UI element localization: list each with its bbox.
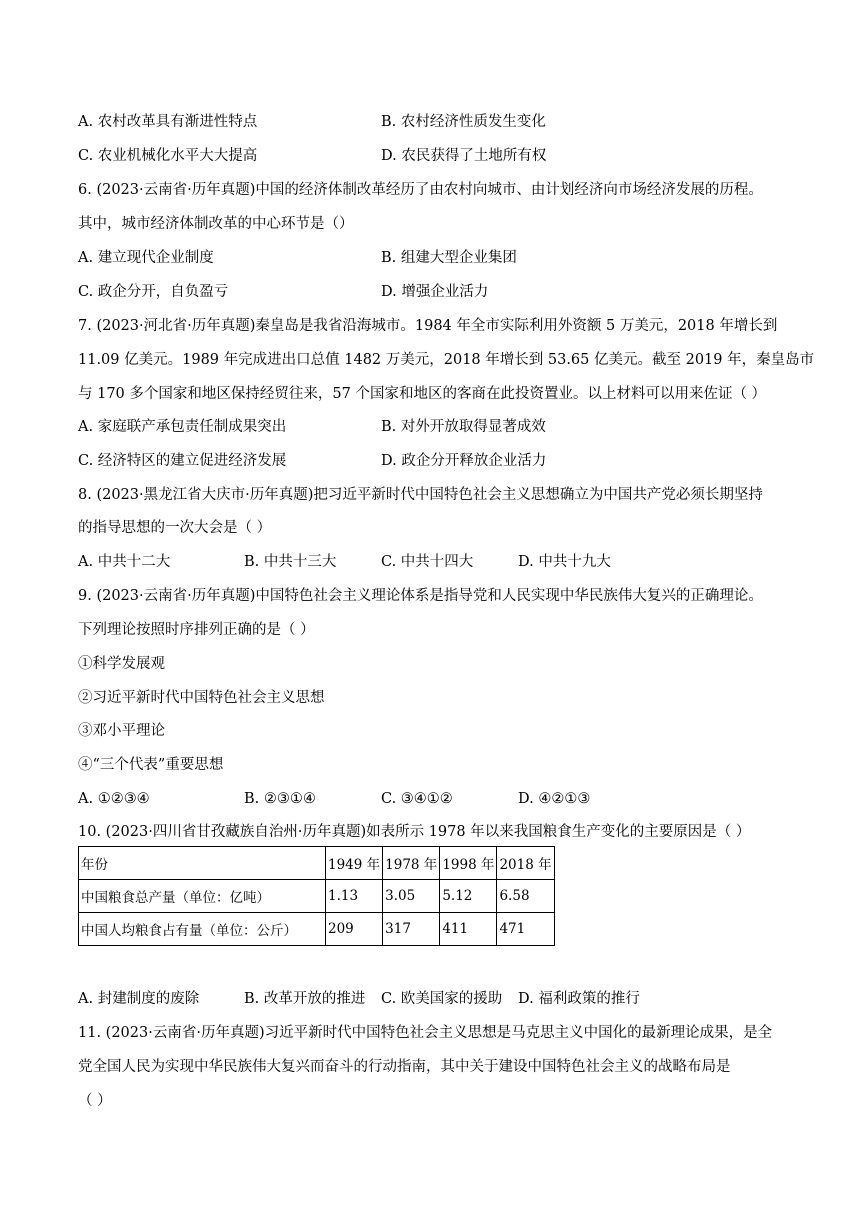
q5-option-a[interactable]: A. 农村改革具有渐进性特点 <box>78 114 258 130</box>
table-row <box>79 913 555 946</box>
table-cell: 5.12 <box>440 880 497 913</box>
q6-option-d[interactable]: D. 增强企业活力 <box>381 284 489 300</box>
q6-option-c[interactable]: C. 政企分开，自负盈亏 <box>78 284 229 300</box>
table-cell: 中国粮食总产量（单位：亿吨） <box>79 880 326 913</box>
table-cell: 6.58 <box>497 880 554 913</box>
q11-stem-line3: （ ） <box>78 1093 112 1109</box>
table-cell: 1.13 <box>326 880 383 913</box>
q8-stem-line2: 的指导思想的一次大会是（ ） <box>78 520 272 536</box>
q9-option-d[interactable]: D. ④②①③ <box>518 791 591 807</box>
q7-option-d[interactable]: D. 政企分开释放企业活力 <box>381 453 547 469</box>
q7-option-c[interactable]: C. 经济特区的建立促进经济发展 <box>78 453 287 469</box>
q9-stem-line2: 下列理论按照时序排列正确的是（ ） <box>78 622 315 638</box>
q10-option-b[interactable]: B. 改革开放的推进 <box>244 991 366 1007</box>
q7-stem-line3: 与 170 多个国家和地区保持经贸往来，57 个国家和地区的客商在此投资置业。以上材料可以用来佐证（ ） <box>78 386 767 402</box>
q9-option-c[interactable]: C. ③④①② <box>381 791 453 807</box>
grain-production-table <box>78 846 555 946</box>
q10-option-c[interactable]: C. 欧美国家的援助 <box>381 991 503 1007</box>
table-header-cell: 2018 年 <box>497 847 554 880</box>
q8-option-a[interactable]: A. 中共十二大 <box>78 554 171 570</box>
table-header-cell: 年份 <box>79 847 326 880</box>
q5-option-b[interactable]: B. 农村经济性质发生变化 <box>381 114 546 130</box>
table-header-cell: 1949 年 <box>326 847 383 880</box>
q5-option-d[interactable]: D. 农民获得了土地所有权 <box>381 148 547 164</box>
table-header-row <box>79 847 555 880</box>
q9-item-1: ①科学发展观 <box>78 656 165 672</box>
q10-option-d[interactable]: D. 福利政策的推行 <box>518 991 640 1007</box>
q8-stem-line1: 8. (2023·黑龙江省大庆市·历年真题)把习近平新时代中国特色社会主义思想确立为中国共产党必须长期坚持 <box>78 487 763 503</box>
table-cell: 3.05 <box>383 880 440 913</box>
q9-option-a[interactable]: A. ①②③④ <box>78 791 150 807</box>
q7-stem-line1: 7. (2023·河北省·历年真题)秦皇岛是我省沿海城市。1984 年全市实际利用外资额 5 万美元，2018 年增长到 <box>78 318 778 334</box>
q8-option-d[interactable]: D. 中共十九大 <box>518 554 611 570</box>
table-header-cell: 1978 年 <box>383 847 440 880</box>
q10-stem-line1: 10. (2023·四川省甘孜藏族自治州·历年真题)如表所示 1978 年以来我国粮食生产变化的主要原因是（ ） <box>78 824 751 840</box>
q8-option-c[interactable]: C. 中共十四大 <box>381 554 474 570</box>
q11-stem-line2: 党全国人民为实现中华民族伟大复兴而奋斗的行动指南，其中关于建设中国特色社会主义的战略布局是 <box>78 1059 731 1075</box>
table-header-cell: 1998 年 <box>440 847 497 880</box>
q9-option-b[interactable]: B. ②③①④ <box>244 791 316 807</box>
table-cell: 中国人均粮食占有量（单位：公斤） <box>79 913 326 946</box>
table-cell: 209 <box>326 913 383 946</box>
table-cell: 411 <box>440 913 497 946</box>
q9-item-2: ②习近平新时代中国特色社会主义思想 <box>78 690 325 706</box>
q10-option-a[interactable]: A. 封建制度的废除 <box>78 991 200 1007</box>
q7-stem-line2: 11.09 亿美元。1989 年完成进出口总值 1482 万美元，2018 年增长到 53.65 亿美元。截至 2019 年，秦皇岛市 <box>78 352 815 368</box>
q6-option-b[interactable]: B. 组建大型企业集团 <box>381 250 517 266</box>
q8-option-b[interactable]: B. 中共十三大 <box>244 554 337 570</box>
q5-option-c[interactable]: C. 农业机械化水平大大提高 <box>78 148 258 164</box>
table-row <box>79 880 555 913</box>
q11-stem-line1: 11. (2023·云南省·历年真题)习近平新时代中国特色社会主义思想是马克思主义中国化的最新理论成果，是全 <box>78 1025 773 1041</box>
table-cell: 471 <box>497 913 554 946</box>
q7-option-a[interactable]: A. 家庭联产承包责任制成果突出 <box>78 419 287 435</box>
q9-stem-line1: 9. (2023·云南省·历年真题)中国特色社会主义理论体系是指导党和人民实现中华民族伟大复兴的正确理论。 <box>78 588 763 604</box>
q9-item-3: ③邓小平理论 <box>78 723 165 739</box>
q6-stem-line1: 6. (2023·云南省·历年真题)中国的经济体制改革经历了由农村向城市、由计划经济向市场经济发展的历程。 <box>78 182 763 198</box>
q6-option-a[interactable]: A. 建立现代企业制度 <box>78 250 214 266</box>
table-cell: 317 <box>383 913 440 946</box>
q9-item-4: ④“三个代表”重要思想 <box>78 757 224 773</box>
q7-option-b[interactable]: B. 对外开放取得显著成效 <box>381 419 546 435</box>
q6-stem-line2: 其中，城市经济体制改革的中心环节是（） <box>78 216 354 232</box>
